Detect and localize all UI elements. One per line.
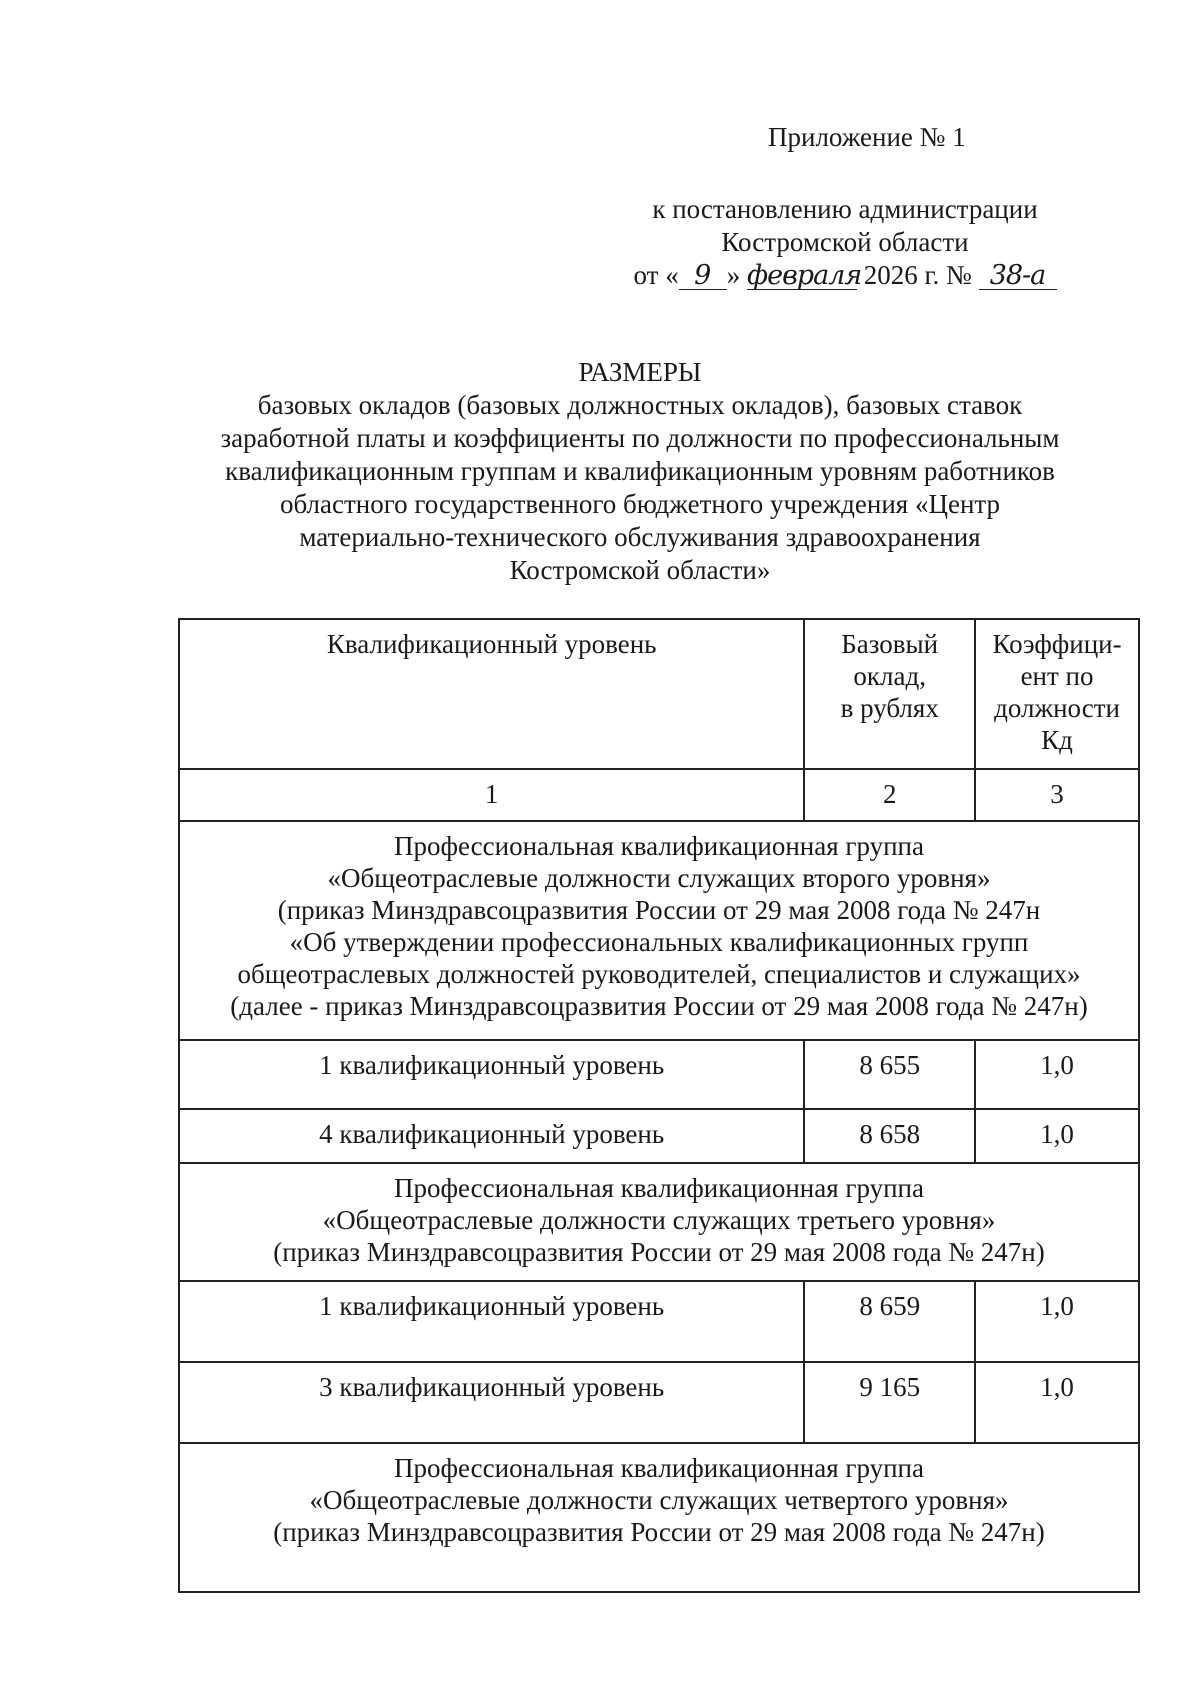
column-number: 3 xyxy=(975,769,1139,821)
level-cell: 1 квалификационный уровень xyxy=(179,1040,804,1109)
table-row xyxy=(179,1040,1139,1109)
header-salary xyxy=(804,619,975,769)
header-salary-line: Базовый xyxy=(841,629,939,659)
group-header-cell xyxy=(179,1163,1139,1281)
group-header-row xyxy=(179,1443,1139,1592)
header-salary-line: в рублях xyxy=(840,693,939,723)
resolution-date-line xyxy=(610,259,1080,292)
group-line: Профессиональная квалификационная группа xyxy=(394,831,924,861)
group-line: «Общеотраслевые должности служащих второго уровня» xyxy=(327,863,991,893)
coefficient-cell: 1,0 xyxy=(975,1281,1139,1362)
title-heading: РАЗМЕРЫ xyxy=(578,357,702,387)
level-cell: 1 квалификационный уровень xyxy=(179,1281,804,1362)
table-row xyxy=(179,1109,1139,1163)
group-line: Профессиональная квалификационная группа xyxy=(394,1173,924,1203)
date-prefix: от « xyxy=(633,260,679,290)
group-header-cell xyxy=(179,1443,1139,1592)
date-year: 2026 г. № xyxy=(863,260,972,290)
header-coef-line: должности xyxy=(994,693,1120,723)
title-line: заработной платы и коэффициенты по должности по профессиональным xyxy=(220,423,1060,453)
coefficient-cell: 1,0 xyxy=(975,1109,1139,1163)
column-number: 1 xyxy=(179,769,804,821)
column-number: 2 xyxy=(804,769,975,821)
salary-cell: 9 165 xyxy=(804,1362,975,1443)
date-mid: » xyxy=(726,260,741,290)
group-header-cell xyxy=(179,821,1139,1040)
level-cell: 3 квалификационный уровень xyxy=(179,1362,804,1443)
title-line: квалификационным группам и квалификационным уровням работников xyxy=(225,456,1055,486)
title-line: базовых окладов (базовых должностных окладов), базовых ставок xyxy=(257,390,1023,420)
table-row xyxy=(179,1281,1139,1362)
group-header-row xyxy=(179,821,1139,1040)
title-line: областного государственного бюджетного учреждения «Центр xyxy=(279,489,1001,519)
group-line: Профессиональная квалификационная группа xyxy=(394,1453,924,1483)
table-row xyxy=(179,1362,1139,1443)
group-line: (приказ Минздравсоцразвития России от 29 мая 2008 года № 247н xyxy=(277,895,1041,925)
header-coef-line: Кд xyxy=(1041,725,1073,755)
group-line: «Об утверждении профессиональных квалификационных групп xyxy=(289,927,1029,957)
coefficient-cell: 1,0 xyxy=(975,1362,1139,1443)
document-title xyxy=(130,356,1150,587)
appendix-label: Приложение № 1 xyxy=(768,122,966,152)
header-level-text: Квалификационный уровень xyxy=(326,629,657,659)
header-level xyxy=(179,619,804,769)
group-line: (приказ Минздравсоцразвития России от 29 мая 2008 года № 247н) xyxy=(273,1517,1045,1547)
resolution-line-1: к постановлению администрации xyxy=(652,194,1038,224)
header-coef-line: ент по xyxy=(1020,661,1094,691)
header-coefficient xyxy=(975,619,1139,769)
handwritten-number: 38-а xyxy=(979,263,1057,290)
salary-cell: 8 658 xyxy=(804,1109,975,1163)
column-number-row xyxy=(179,769,1139,821)
group-line: общеотраслевых должностей руководителей, специалистов и служащих» xyxy=(237,959,1081,989)
resolution-reference xyxy=(610,193,1080,292)
salary-cell: 8 655 xyxy=(804,1040,975,1109)
header-salary-line: оклад, xyxy=(853,661,926,691)
header-coef-line: Коэффици- xyxy=(992,629,1122,659)
table-header-row xyxy=(179,619,1139,769)
group-line: (далее - приказ Минздравсоцразвития России от 29 мая 2008 года № 247н) xyxy=(230,991,1088,1021)
title-line: Костромской области» xyxy=(509,555,771,585)
title-line: материально-технического обслуживания здравоохранения xyxy=(299,522,981,552)
salary-table xyxy=(178,618,1140,1593)
level-cell: 4 квалификационный уровень xyxy=(179,1109,804,1163)
coefficient-cell: 1,0 xyxy=(975,1040,1139,1109)
group-line: «Общеотраслевые должности служащих четвертого уровня» xyxy=(309,1485,1009,1515)
handwritten-day: 9 xyxy=(679,263,727,290)
salary-cell: 8 659 xyxy=(804,1281,975,1362)
group-line: «Общеотраслевые должности служащих третьего уровня» xyxy=(322,1205,996,1235)
group-line: (приказ Минздравсоцразвития России от 29 мая 2008 года № 247н) xyxy=(273,1237,1045,1267)
group-header-row xyxy=(179,1163,1139,1281)
handwritten-month: февраля xyxy=(746,260,862,291)
resolution-line-2: Костромской области xyxy=(721,227,969,257)
